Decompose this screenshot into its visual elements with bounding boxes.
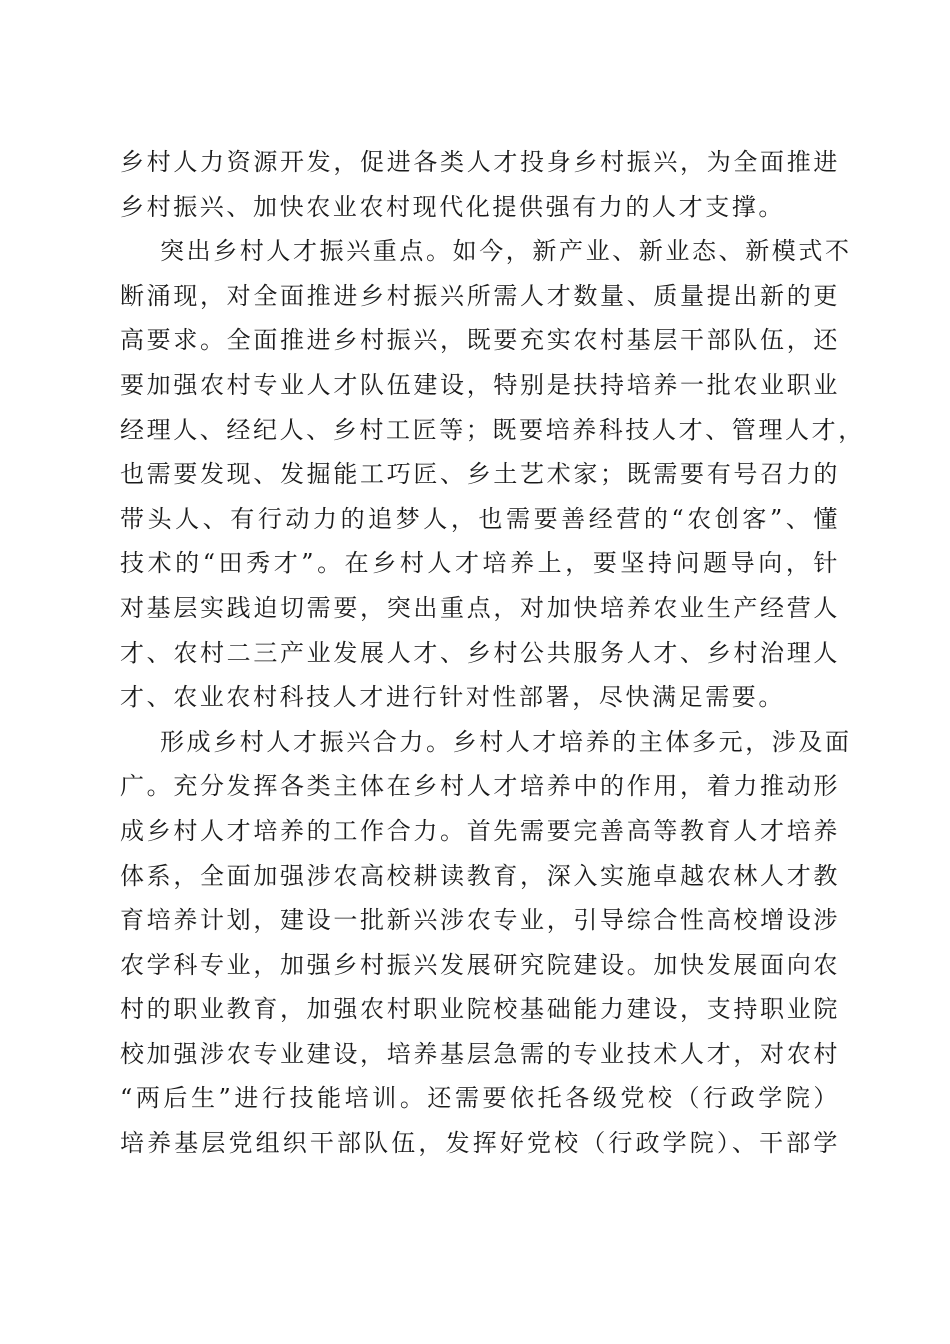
text-line: 校加强涉农专业建设，培养基层急需的专业技术人才，对农村 (120, 1039, 840, 1068)
text-line: 断涌现，对全面推进乡村振兴所需人才数量、质量提出新的更 (120, 281, 840, 310)
text-line: 乡村振兴、加快农业农村现代化提供强有力的人才支撑。 (120, 192, 785, 221)
text-line: 高要求。全面推进乡村振兴，既要充实农村基层干部队伍，还 (120, 326, 840, 355)
text-line: 对基层实践迫切需要，突出重点，对加快培养农业生产经营人 (120, 593, 840, 622)
text-line: 经理人、经纪人、乡村工匠等；既要培养科技人才、管理人才， (120, 415, 865, 444)
text-line: 培养基层党组织干部队伍，发挥好党校（行政学院）、干部学 (120, 1129, 840, 1158)
text-line: 农学科专业，加强乡村振兴发展研究院建设。加快发展面向农 (120, 950, 840, 979)
text-line: “两后生”进行技能培训。还需要依托各级党校（行政学院） (120, 1084, 840, 1113)
text-line: 带头人、有行动力的追梦人，也需要善经营的“农创客”、懂 (120, 504, 840, 533)
text-line: 成乡村人才培养的工作合力。首先需要完善高等教育人才培养 (120, 816, 840, 845)
text-line: 村的职业教育，加强农村职业院校基础能力建设，支持职业院 (120, 995, 840, 1024)
text-line: 育培养计划，建设一批新兴涉农专业，引导综合性高校增设涉 (120, 906, 840, 935)
text-line: 乡村人力资源开发，促进各类人才投身乡村振兴，为全面推进 (120, 148, 840, 176)
text-line: 才、农业农村科技人才进行针对性部署，尽快满足需要。 (120, 683, 785, 712)
text-line: 广。充分发挥各类主体在乡村人才培养中的作用，着力推动形 (120, 772, 840, 801)
text-line: 也需要发现、发掘能工巧匠、乡土艺术家；既需要有号召力的 (120, 460, 840, 489)
text-line: 才、农村二三产业发展人才、乡村公共服务人才、乡村治理人 (120, 638, 840, 667)
body-text (120, 140, 865, 1166)
text-line: 要加强农村专业人才队伍建设，特别是扶持培养一批农业职业 (120, 370, 840, 399)
paragraph-heading-line: 形成乡村人才振兴合力。乡村人才培养的主体多元，涉及面 (160, 727, 852, 756)
text-line: 体系，全面加强涉农高校耕读教育，深入实施卓越农林人才教 (120, 861, 840, 890)
paragraph-heading-line: 突出乡村人才振兴重点。如今，新产业、新业态、新模式不 (160, 237, 852, 266)
text-line: 技术的“田秀才”。在乡村人才培养上，要坚持问题导向，针 (120, 549, 840, 578)
